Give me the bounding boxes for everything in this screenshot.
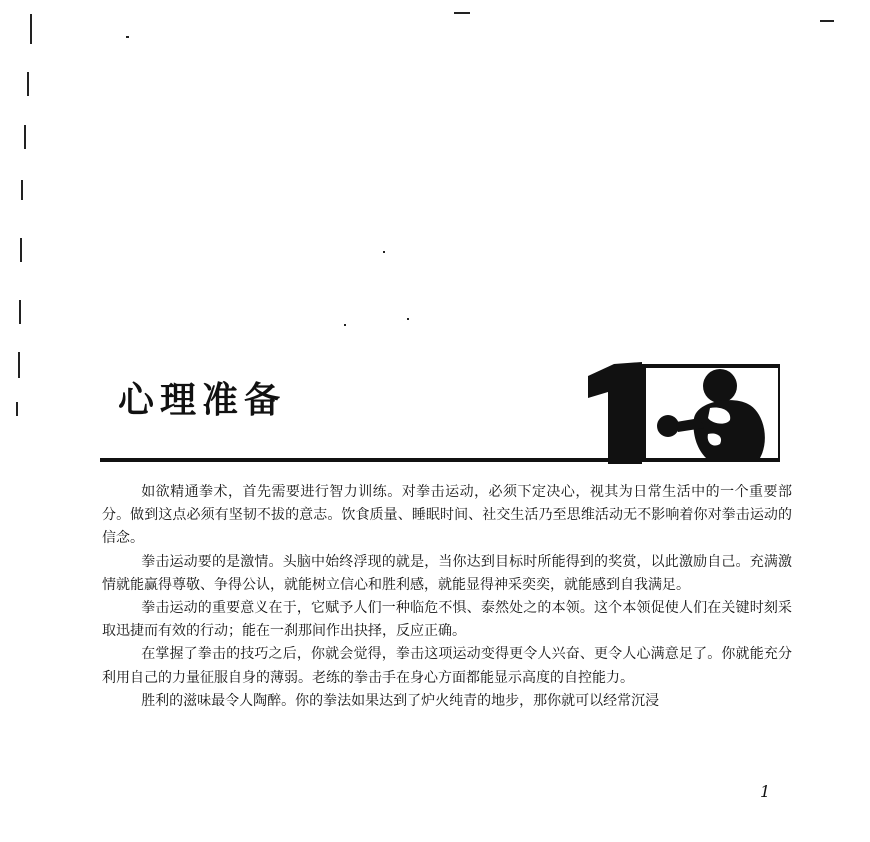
scan-top-mark: [454, 12, 470, 14]
scan-edge-mark: [16, 402, 18, 416]
scan-edge-mark: [21, 180, 23, 200]
page-number: 1: [760, 782, 771, 801]
scan-edge-mark: [18, 352, 20, 378]
paragraph: 在掌握了拳击的技巧之后，你就会觉得，拳击这项运动变得更令人兴奋、更令人心满意足了。你就能充分利用自己的力量征服自身的薄弱。老练的拳击手在身心方面都能显示高度的自控能力。: [102, 646, 792, 686]
scan-dot: [126, 36, 129, 38]
chapter-title: 心理准备: [118, 380, 287, 421]
chapter-badge: [588, 362, 784, 464]
scan-edge-mark: [19, 300, 21, 324]
scan-edge-mark: [24, 125, 26, 149]
chapter-badge-graphic: [588, 362, 784, 464]
scan-dot: [344, 324, 346, 326]
paragraph: 拳击运动要的是激情。头脑中始终浮现的就是，当你达到目标时所能得到的奖赏，以此激励自己。充满激情就能赢得尊敬、争得公认，就能树立信心和胜利感，就能显得神采奕奕，就能感到自我满足。: [102, 553, 792, 593]
body-text: [102, 481, 792, 713]
paragraph: 如欲精通拳术，首先需要进行智力训练。对拳击运动，必须下定决心，视其为日常生活中的一个重要部分。做到这点必须有坚韧不拔的意志。饮食质量、睡眠时间、社交生活乃至思维活动无不影响着你对拳击运动的信念。: [102, 484, 792, 547]
scan-edge-mark: [27, 72, 29, 96]
chapter-number: [784, 362, 785, 363]
scan-dot: [383, 251, 385, 253]
scan-corner-mark: [820, 20, 834, 22]
chapter-number-glyph: [588, 362, 642, 464]
title-rule: [100, 458, 608, 462]
paragraph: 胜利的滋味最令人陶醉。你的拳法如果达到了炉火纯青的地步，那你就可以经常沉浸: [141, 692, 660, 709]
scan-dot: [407, 318, 409, 320]
scan-edge-mark: [20, 238, 22, 262]
paragraph: 拳击运动的重要意义在于，它赋予人们一种临危不惧、泰然处之的本领。这个本领促使人们在关键时刻采取迅捷而有效的行动；能在一刹那间作出抉择，反应正确。: [102, 600, 792, 640]
scan-edge-mark: [30, 14, 32, 44]
